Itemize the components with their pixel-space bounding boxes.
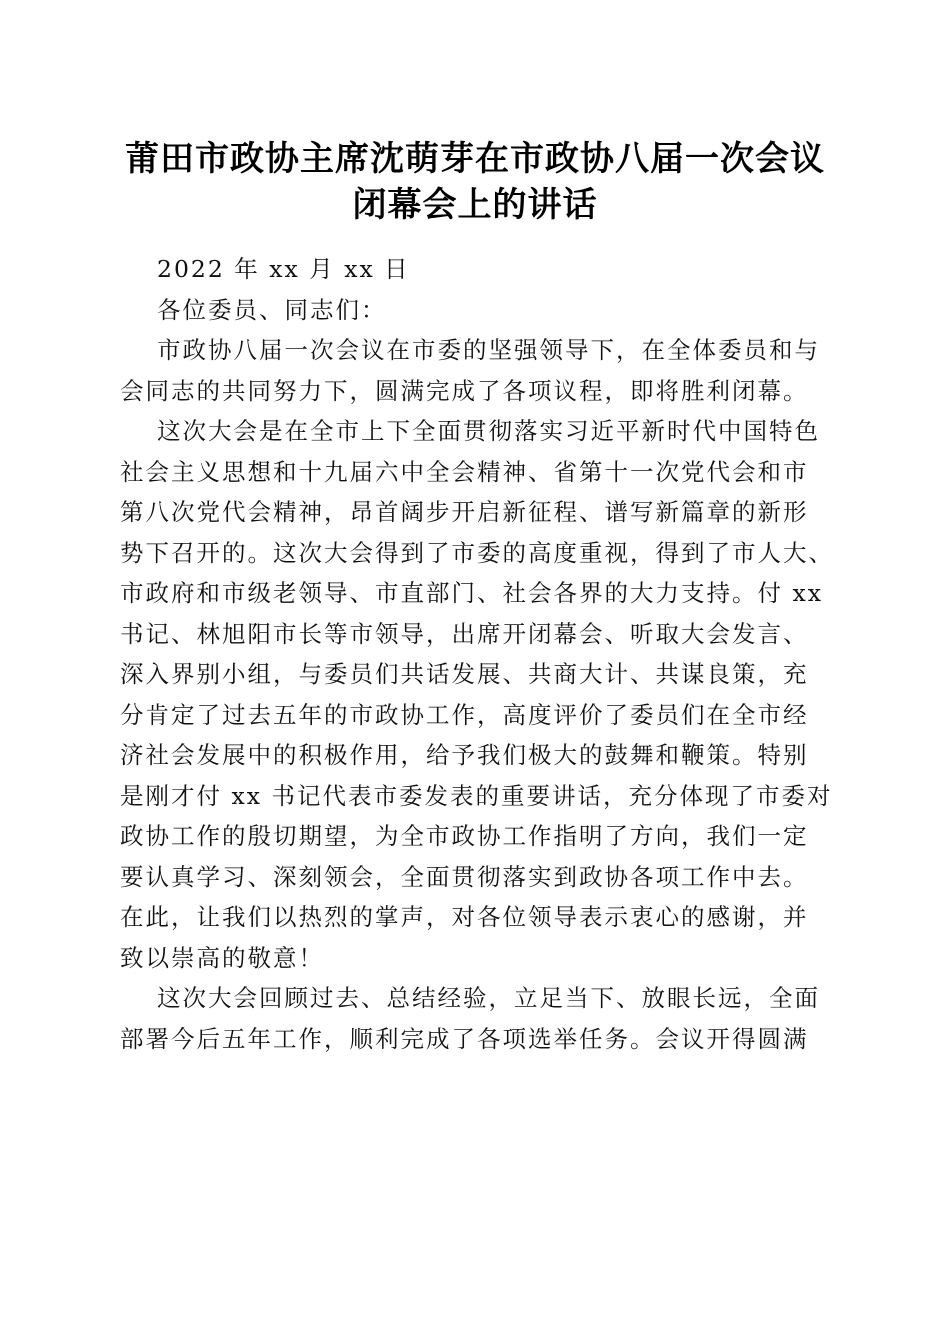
date-line: 2022 年 xx 月 xx 日 — [157, 255, 410, 283]
paragraph-line: 部署今后五年工作，顺利完成了各项选举任务。会议开得圆满 — [120, 1024, 809, 1053]
salutation: 各位委员、同志们： — [157, 295, 387, 324]
paragraph-line: 要认真学习、深刻领会，全面贯彻落实到政协各项工作中去。 — [120, 862, 809, 891]
paragraph-line: 深入界别小组，与委员们共话发展、共商大计、共谋良策，充 — [120, 660, 809, 688]
paragraph-line: 书记、林旭阳市长等市领导，出席开闭幕会、听取大会发言、 — [120, 619, 809, 648]
paragraph-line: 第八次党代会精神，昂首阔步开启新征程、谱写新篇章的新形 — [120, 498, 809, 526]
paragraph-1 — [120, 330, 832, 411]
paragraph-line: 济社会发展中的积极作用，给予我们极大的鼓舞和鞭策。特别 — [120, 741, 809, 769]
paragraph-line: 政协工作的殷切期望，为全市政协工作指明了方向，我们一定 — [120, 822, 809, 850]
paragraph-line: 势下召开的。这次大会得到了市委的高度重视，得到了市人大、 — [120, 538, 834, 567]
paragraph-line: 市政府和市级老领导、市直部门、社会各界的大力支持。付 xx — [120, 579, 823, 607]
paragraph-line: 这次大会是在全市上下全面贯彻落实习近平新时代中国特色 — [157, 417, 820, 445]
paragraph-line: 市政协八届一次会议在市委的坚强领导下，在全体委员和与 — [157, 336, 820, 364]
paragraph-line: 社会主义思想和十九届六中全会精神、省第十一次党代会和市 — [120, 457, 809, 486]
paragraph-line: 致以崇高的敬意！ — [120, 943, 324, 972]
paragraph-2 — [120, 411, 832, 978]
paragraph-line: 分肯定了过去五年的市政协工作，高度评价了委员们在全市经 — [120, 700, 809, 729]
title-line: 闭幕会上的讲话 — [352, 185, 598, 225]
paragraph-line: 这次大会回顾过去、总结经验，立足当下、放眼长远，全面 — [157, 984, 820, 1012]
document-body — [120, 249, 832, 1059]
title-line: 莆田市政协主席沈萌芽在市政协八届一次会议 — [125, 139, 825, 179]
paragraph-3 — [120, 978, 832, 1059]
paragraph-line: 在此，让我们以热烈的掌声，对各位领导表示衷心的感谢，并 — [120, 903, 809, 931]
paragraph-line: 是刚才付 xx 书记代表市委发表的重要讲话，充分体现了市委对 — [120, 781, 833, 810]
paragraph-line: 会同志的共同努力下，圆满完成了各项议程，即将胜利闭幕。 — [120, 376, 809, 405]
document-title — [100, 136, 850, 228]
